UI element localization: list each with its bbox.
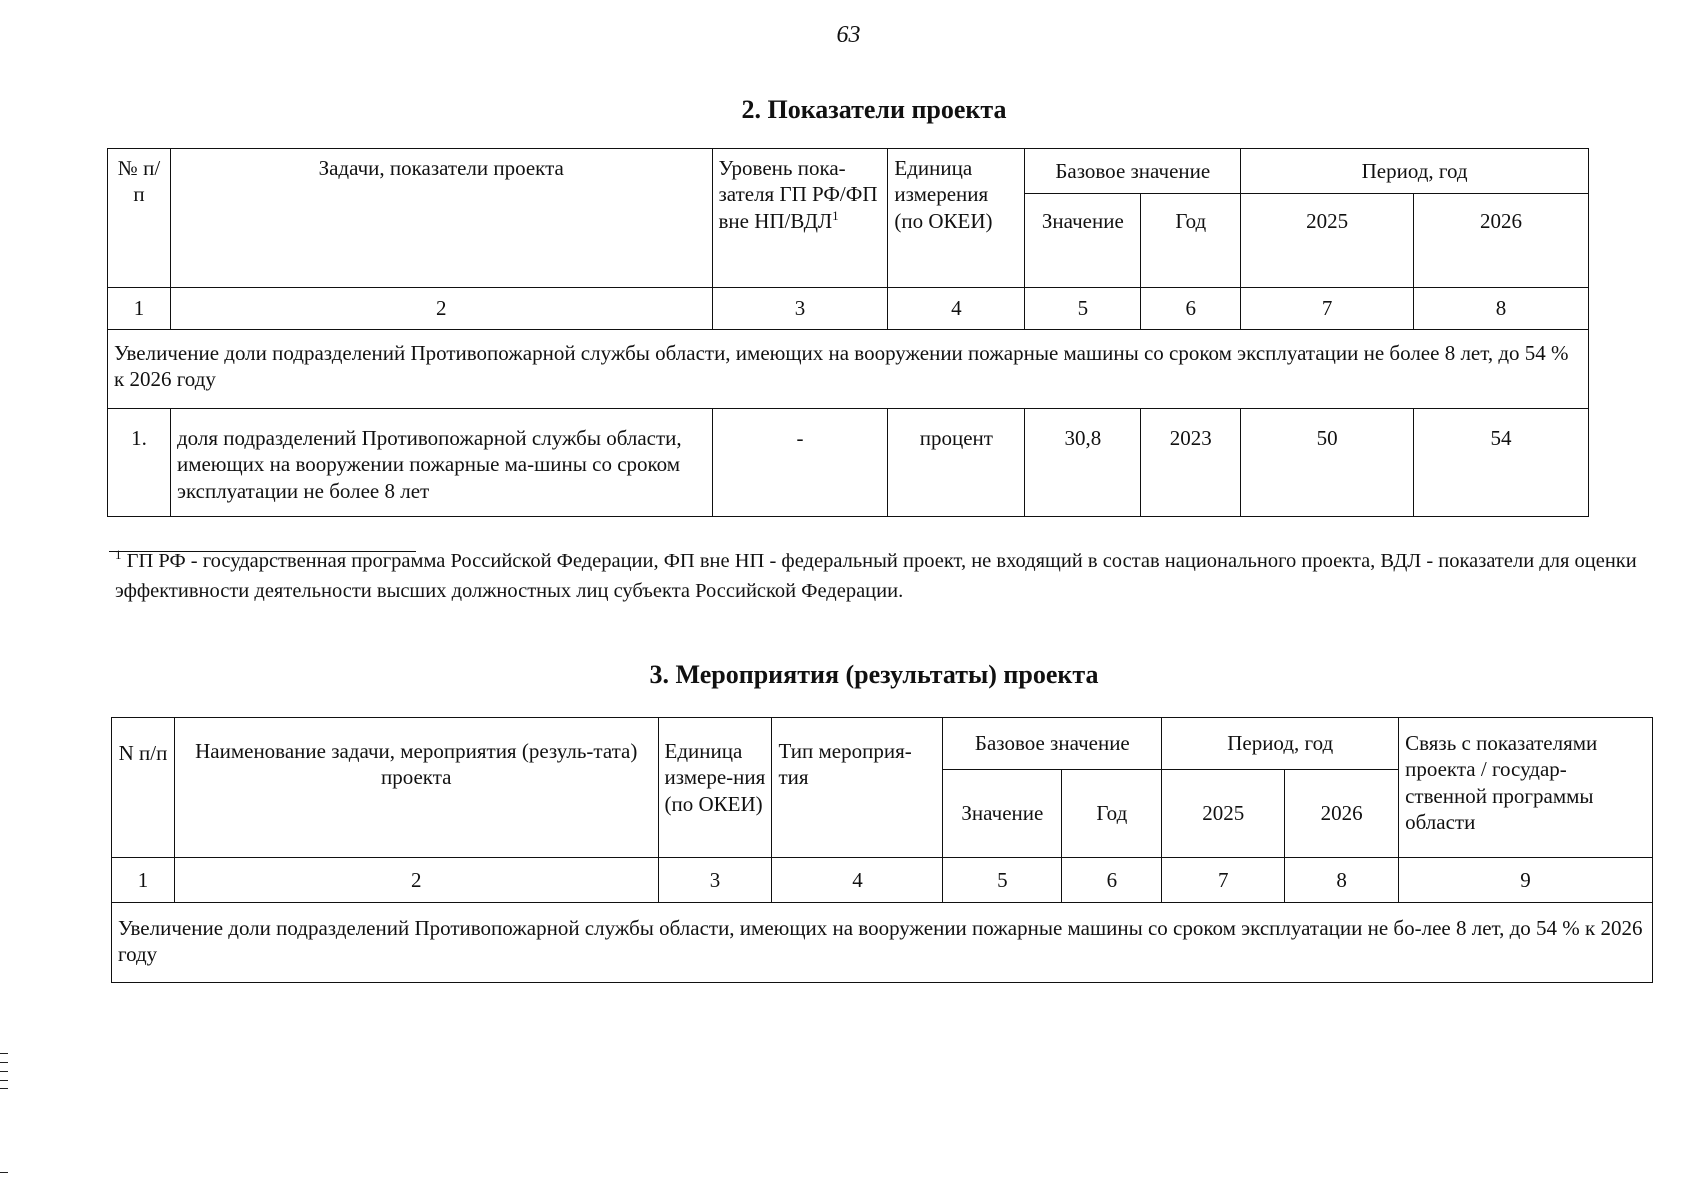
- header-num: № п/п: [108, 149, 171, 288]
- indicators-table: [107, 148, 1589, 517]
- activities-table: [111, 717, 1653, 983]
- footnote-mark: 1: [115, 547, 122, 562]
- col-number: 8: [1414, 288, 1589, 330]
- scan-edge-mark: [0, 1071, 8, 1072]
- col-number: 7: [1162, 858, 1285, 903]
- footnote-text: ГП РФ - государственная программа Российской Федерации, ФП вне НП - федеральный проект, не входящий в состав национального проекта, ВДЛ - показатели для оценки эффективности деятельности высших должностных лиц субъекта Российской Федерации.: [115, 549, 1637, 602]
- header-base-value: Значение: [1025, 194, 1141, 288]
- row-2025: 50: [1241, 409, 1414, 517]
- col-number: 5: [943, 858, 1062, 903]
- col-number: 9: [1399, 858, 1653, 903]
- row-num: 1.: [108, 409, 171, 517]
- row-base-value: 30,8: [1025, 409, 1141, 517]
- header-num: N п/п: [112, 718, 175, 858]
- header-unit: Единица измерения (по ОКЕИ): [888, 149, 1025, 288]
- header-base-value: Значение: [943, 770, 1062, 858]
- row-indicator-name: доля подразделений Противопожарной службы области, имеющих на вооружении пожарные ма-шины со сроком эксплуатации не более 8 лет: [170, 409, 712, 517]
- row-unit: процент: [888, 409, 1025, 517]
- col-number: 1: [108, 288, 171, 330]
- col-number: 4: [888, 288, 1025, 330]
- col-number: 2: [170, 288, 712, 330]
- header-2025: 2025: [1162, 770, 1285, 858]
- col-number: 3: [712, 288, 888, 330]
- scan-edge-mark: [0, 1062, 8, 1063]
- col-number: 7: [1241, 288, 1414, 330]
- col-number: 3: [658, 858, 772, 903]
- header-2025: 2025: [1241, 194, 1414, 288]
- col-number: 4: [772, 858, 943, 903]
- col-number: 8: [1285, 858, 1399, 903]
- scan-edge-mark: [0, 1088, 8, 1089]
- header-2026: 2026: [1285, 770, 1399, 858]
- task-row: Увеличение доли подразделений Противопожарной службы области, имеющих на вооружении пожарные машины со сроком эксплуатации не бо-лее 8 лет, до 54 % к 2026 году: [112, 903, 1653, 983]
- header-base: Базовое значение: [943, 718, 1162, 770]
- header-tasks: Задачи, показатели проекта: [170, 149, 712, 288]
- header-period: Период, год: [1162, 718, 1399, 770]
- header-link: Связь с показателями проекта / государ-ственной программы области: [1399, 718, 1653, 858]
- header-base: Базовое значение: [1025, 149, 1241, 194]
- col-number: 2: [174, 858, 658, 903]
- col-number: 1: [112, 858, 175, 903]
- header-name: Наименование задачи, мероприятия (резуль-тата) проекта: [174, 718, 658, 858]
- footnote-ref: 1: [832, 207, 839, 223]
- section-3-title: 3. Мероприятия (результаты) проекта: [649, 660, 1099, 689]
- row-2026: 54: [1414, 409, 1589, 517]
- scan-edge-mark: [0, 1053, 8, 1054]
- header-level: Уровень пока-зателя ГП РФ/ФП вне НП/ВДЛ$^1$: [712, 149, 888, 288]
- header-base-year: Год: [1062, 770, 1162, 858]
- header-period: Период, год: [1241, 149, 1589, 194]
- page-number: 63: [836, 22, 861, 48]
- scan-edge-mark: [0, 1080, 8, 1081]
- task-row: Увеличение доли подразделений Противопожарной службы области, имеющих на вооружении пожарные машины со сроком эксплуатации не более 8 лет, до 54 % к 2026 году: [108, 330, 1589, 409]
- col-number: 6: [1062, 858, 1162, 903]
- col-number: 5: [1025, 288, 1141, 330]
- row-base-year: 2023: [1141, 409, 1241, 517]
- footnote: [115, 546, 1645, 606]
- col-number: 6: [1141, 288, 1241, 330]
- header-2026: 2026: [1414, 194, 1589, 288]
- header-type: Тип мероприя-тия: [772, 718, 943, 858]
- row-level: -: [712, 409, 888, 517]
- scan-edge-mark: [0, 1172, 8, 1173]
- header-unit: Единица измере-ния (по ОКЕИ): [658, 718, 772, 858]
- header-base-year: Год: [1141, 194, 1241, 288]
- section-2-title: 2. Показатели проекта: [741, 95, 1007, 124]
